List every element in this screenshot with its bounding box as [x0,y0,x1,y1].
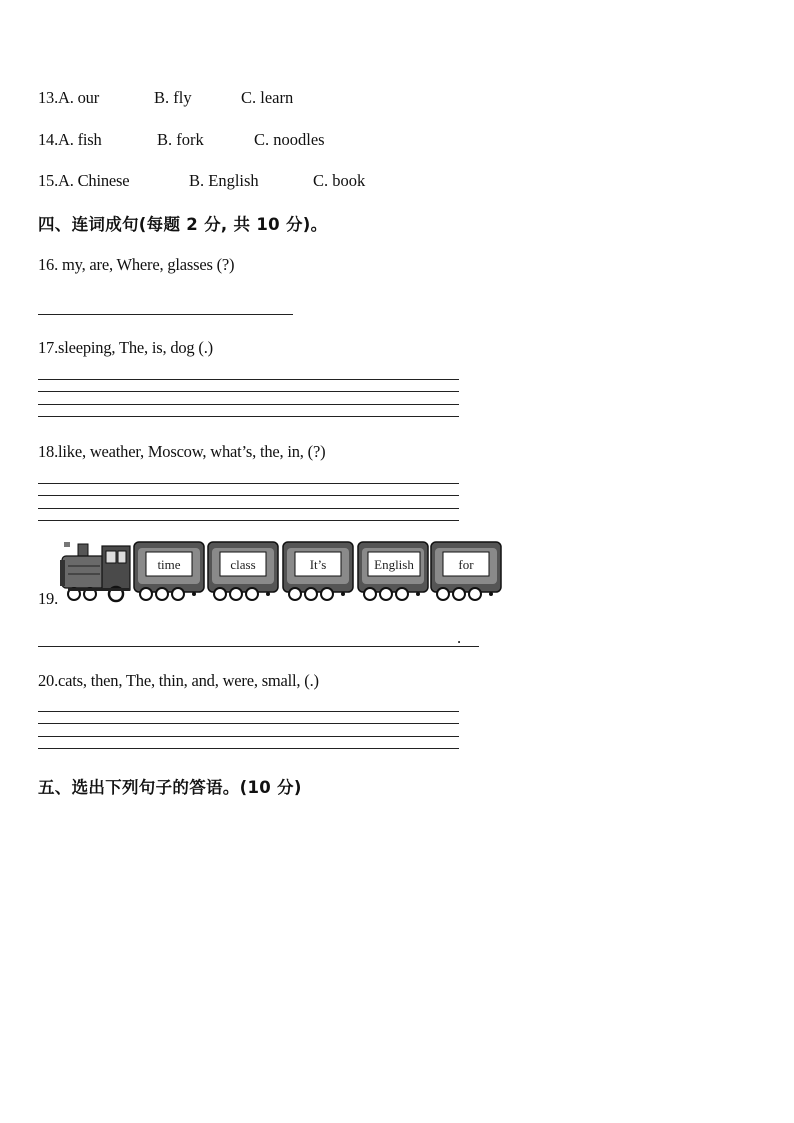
q16-prompt: 16. my, are, Where, glasses (?) [38,255,235,274]
car-word-5: for [458,557,474,572]
q15-option-c: C. book [313,171,366,190]
q20-prompt: 20.cats, then, The, thin, and, were, small, (.) [38,671,319,690]
car-word-4: English [374,557,414,572]
q20-writing-line-3[interactable] [38,736,459,737]
car-word-1: time [157,557,181,572]
q18-writing-line-4[interactable] [38,520,459,521]
q15-number: 15. [38,171,59,190]
q15-option-a: A. Chinese [58,171,130,190]
q13-number: 13. [38,88,59,107]
car-word-2: class [230,557,256,572]
q20-writing-line-4[interactable] [38,748,459,749]
q16-answer-line[interactable] [38,314,293,315]
train-car-3 [283,542,353,600]
train-car-1 [134,542,204,600]
q15-row [38,171,129,191]
locomotive-icon [60,542,130,601]
q19-period: . [457,628,461,647]
q18-writing-line-1[interactable] [38,483,459,484]
q13-option-b: B. fly [154,88,192,107]
section-4-title: 四、连词成句(每题 2 分, 共 10 分)。 [38,215,328,234]
q17-writing-line-4[interactable] [38,416,459,417]
q13-row [38,88,99,108]
q15-option-b: B. English [189,171,259,190]
q19-answer-line[interactable] [38,646,479,647]
q18-writing-line-3[interactable] [38,508,459,509]
q13-option-a: A. our [58,88,99,107]
section-5-title: 五、选出下列句子的答语。(10 分) [38,778,302,797]
q20-writing-line-1[interactable] [38,711,459,712]
train-car-5 [431,542,501,600]
train-car-2 [208,542,278,600]
q14-option-a: A. fish [58,130,102,149]
q14-number: 14. [38,130,59,149]
q14-option-b: B. fork [157,130,204,149]
q18-prompt: 18.like, weather, Moscow, what’s, the, in, (?) [38,442,326,461]
q19-number: 19. [38,589,59,608]
train-illustration [58,538,504,606]
q20-writing-line-2[interactable] [38,723,459,724]
q17-writing-line-3[interactable] [38,404,459,405]
q17-writing-line-2[interactable] [38,391,459,392]
car-word-3: It’s [309,557,327,572]
q18-writing-line-2[interactable] [38,495,459,496]
train-car-4 [358,542,428,600]
q17-prompt: 17.sleeping, The, is, dog (.) [38,338,213,357]
q14-row [38,130,102,150]
q14-option-c: C. noodles [254,130,325,149]
q13-option-c: C. learn [241,88,294,107]
q17-writing-line-1[interactable] [38,379,459,380]
